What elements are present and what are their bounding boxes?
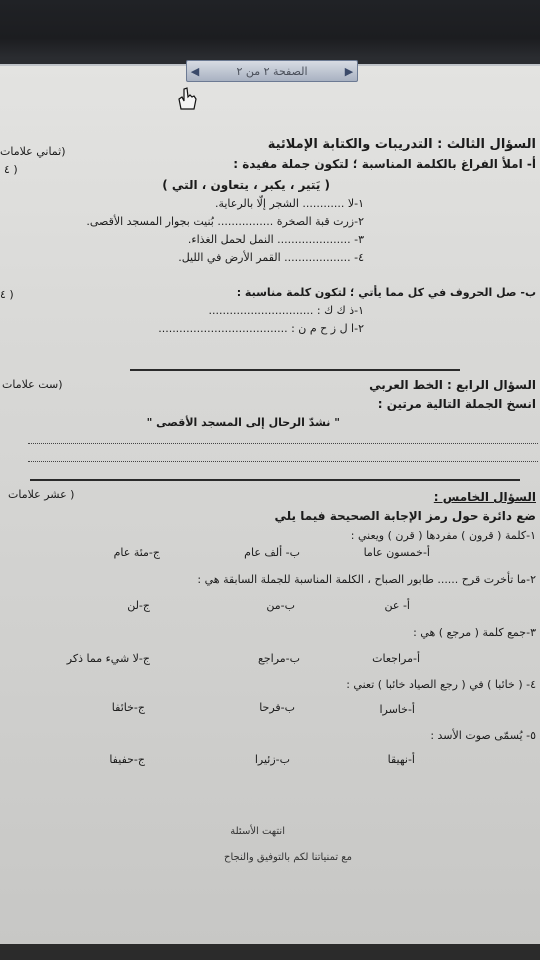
q3-part-b: ب- صل الحروف في كل مما يأتي ؛ لتكون كلمة مناسبة : — [236, 286, 536, 299]
q4-title: السؤال الرابع : الخط العربي — [369, 378, 536, 392]
q5-instruction: ضع دائرة حول رمز الإجابة الصحيحة فيما يلي — [274, 509, 536, 523]
q3-part-a: أ- املأ الفراغ بالكلمة المناسبة ؛ لتكون جملة مفيدة : — [233, 157, 536, 171]
q5-item-4-option-b: ب-فرحا — [259, 701, 295, 714]
q5-item-1-question: ١-كلمة ( قرون ) مفردها ( قرن ) ويعني : — [350, 529, 536, 542]
q3-marks: (ثماني علامات — [0, 145, 66, 158]
q5-item-5-question: ٥- يُسمّى صوت الأسد : — [430, 729, 536, 742]
q5-item-5-option-b: ب-زئيرا — [254, 753, 290, 766]
q5-item-3-option-b: ب-مراجع — [258, 652, 300, 665]
q3-sentence-1: ١-لا ............ الشجر إلّا بالرعاية. — [214, 197, 364, 210]
q5-title: السؤال الخامس : — [433, 490, 536, 504]
q5-item-2-option-b: ب-من — [266, 599, 295, 612]
end-of-questions: انتهت الأسئلة — [230, 826, 285, 837]
q5-item-2-option-a: أ- عن — [384, 599, 410, 612]
q3-marks-sub: ( ٤ — [4, 163, 18, 176]
section-divider — [130, 369, 460, 371]
q4-sentence: " نشدّ الرحال إلى المسجد الأقصى " — [146, 416, 340, 429]
q5-item-3-option-a: أ-مراجعات — [372, 652, 420, 665]
writing-line-2 — [28, 460, 538, 462]
hand-cursor-icon — [176, 85, 198, 111]
next-page-button[interactable] — [341, 62, 357, 80]
q5-marks: ( عشر علامات — [8, 488, 75, 501]
writing-line-1 — [28, 442, 538, 444]
q5-item-1-option-a: أ-خمسون عاما — [363, 546, 430, 559]
q3-title: السؤال الثالث : التدريبات والكتابة الإملائية — [267, 137, 536, 152]
q3-b-item-1: ١-ذ ك ك : .............................. — [208, 304, 364, 317]
good-luck-message: مع تمنياتنا لكم بالتوفيق والنجاح — [224, 852, 352, 863]
q3-b-item-2: ٢-ا ل ز ح م ن : ..................................... — [158, 322, 364, 335]
q5-item-4-question: ٤- ( خائبا ) في ( رجع الصياد خائبا ) تعني : — [346, 678, 536, 691]
q3-sentence-2: ٢-زرت قبة الصخرة ................ بُنيت بجوار المسجد الأقصى. — [86, 215, 364, 228]
arrow-right-icon: ▶ — [344, 64, 354, 78]
monitor-bezel-bottom — [0, 944, 540, 960]
section-divider-2 — [30, 479, 520, 481]
q3-part-b-marks: ( ٤ — [0, 288, 14, 301]
q5-item-1-option-c: ج-مئة عام — [113, 546, 160, 559]
q4-marks: (ست علامات — [2, 378, 63, 391]
page-indicator: الصفحة ٢ من ٢ — [236, 64, 308, 78]
arrow-left-icon: ◀ — [190, 64, 200, 78]
page-navigation-bar[interactable] — [186, 60, 358, 82]
q5-item-4-option-c: ج-خائفا — [111, 701, 145, 714]
q4-instruction: انسخ الجملة التالية مرتين : — [377, 397, 536, 411]
q3-sentence-4: ٤- ................... القمر الأرض في الليل. — [178, 251, 364, 264]
q3-word-bank: ( يَتير ، يكبر ، يتعاون ، التي ) — [162, 178, 330, 192]
q5-item-5-option-c: ج-حفيفا — [109, 753, 145, 766]
prev-page-button[interactable] — [187, 62, 203, 80]
q5-item-3-question: ٣-جمع كلمة ( مرجع ) هي : — [413, 626, 536, 639]
q3-sentence-3: ٣- ..................... النمل لحمل الغذاء. — [187, 233, 364, 246]
q5-item-5-option-a: أ-نهيقا — [387, 753, 415, 766]
q5-item-4-option-a: أ-خاسرا — [379, 703, 415, 716]
q5-item-2-option-c: ج-لن — [127, 599, 150, 612]
q5-item-1-option-b: ب- ألف عام — [244, 546, 300, 559]
q5-item-2-question: ٢-ما تأخرت قرح ...... طابور الصباح ، الكلمة المناسبة للجملة السابقة هي : — [197, 573, 536, 586]
q5-item-3-option-c: ج-لا شيء مما ذكر — [66, 652, 150, 665]
